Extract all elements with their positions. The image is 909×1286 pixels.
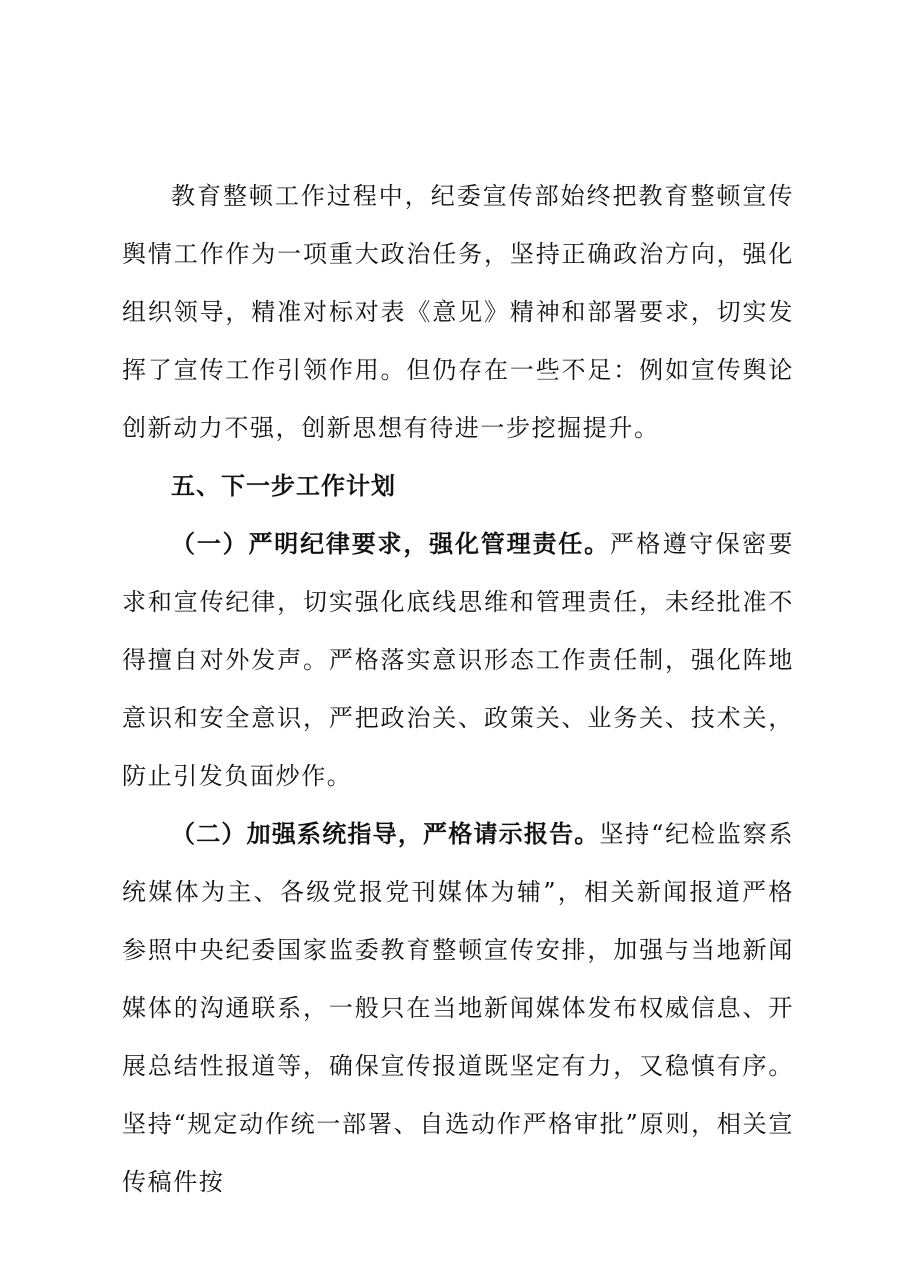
document-body — [122, 167, 794, 1211]
item-1-paragraph — [122, 515, 794, 805]
section-heading-next-steps: 五、下一步工作计划 — [171, 472, 396, 500]
item-2-paragraph — [122, 805, 794, 1211]
item-1-heading: （一）严明纪律要求，强化管理责任。 — [171, 530, 610, 558]
paragraph-education-rectification-summary: 教育整顿工作过程中，纪委宣传部始终把教育整顿宣传舆情工作作为一项重大政治任务，坚持正确政治方向，强化组织领导，精准对标对表《意见》精神和部署要求，切实发挥了宣传工作引领作用。但仍存在一些不足：例如宣传舆论创新动力不强，创新思想有待进一步挖掘提升。 — [122, 182, 794, 442]
item-1-body: 严格遵守保密要求和宣传纪律，切实强化底线思维和管理责任，未经批准不得擅自对外发声。严格落实意识形态工作责任制，强化阵地意识和安全意识，严把政治关、政策关、业务关、技术关，防止引发负面炒作。 — [122, 530, 795, 790]
item-2-body: 坚持“纪检监察系统媒体为主、各级党报党刊媒体为辅”，相关新闻报道严格参照中央纪委国家监委教育整顿宣传安排，加强与当地新闻媒体的沟通联系，一般只在当地新闻媒体发布权威信息、开展总结性报道等，确保宣传报道既坚定有力，又稳慎有序。坚持“规定动作统一部署、自选动作严格审批”原则，相关宣传稿件按 — [122, 820, 795, 1196]
item-2-heading: （二）加强系统指导，严格请示报告。 — [171, 820, 600, 848]
